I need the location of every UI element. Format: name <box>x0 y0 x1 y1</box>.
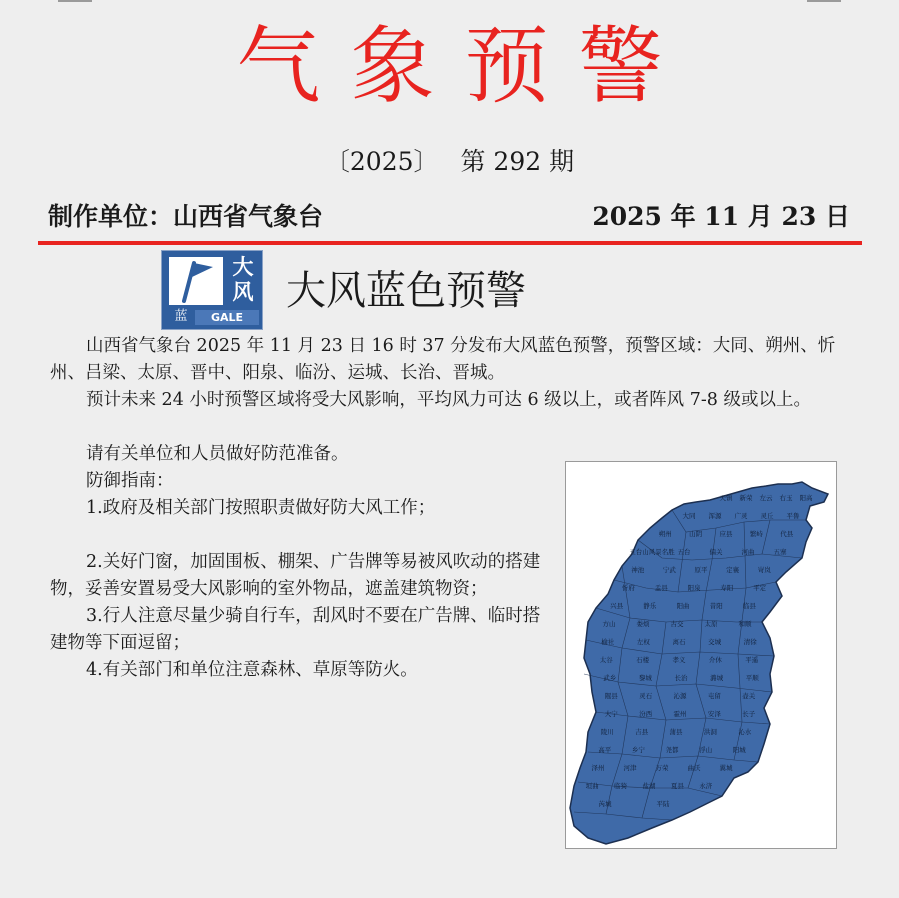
county-label: 五台山风景名胜 <box>629 548 675 556</box>
county-label: 浑源 <box>708 512 722 520</box>
county-label: 阳高 <box>799 494 813 502</box>
warning-title: 大风蓝色预警 <box>286 268 526 314</box>
county-label: 太原 <box>704 620 718 628</box>
county-label: 沁源 <box>673 692 687 700</box>
county-label: 尧都 <box>665 746 679 754</box>
county-label: 大宁 <box>604 710 618 718</box>
county-label: 和顺 <box>738 620 752 628</box>
county-label: 河曲 <box>741 548 755 556</box>
guide-item-2: 2.关好门窗，加固围板、棚架、广告牌等易被风吹动的搭建物，妥善安置易受大风影响的室外物品，遮盖建筑物资； <box>50 552 541 599</box>
county-label: 左云 <box>759 494 773 502</box>
county-label: 右玉 <box>779 494 793 502</box>
county-label: 应县 <box>719 530 733 538</box>
county-label: 高平 <box>598 746 612 754</box>
county-label: 阳曲 <box>676 602 690 610</box>
body-paragraph-2: 预计未来 24 小时预警区域将受大风影响，平均风力可达 6 级以上，或者阵风 7-8 级或以上。 <box>86 390 811 410</box>
signal-level: 蓝 <box>174 309 188 324</box>
county-label: 陵川 <box>600 728 614 736</box>
county-label: 洪洞 <box>703 728 717 736</box>
county-label: 平定 <box>753 584 767 592</box>
county-label: 永济 <box>699 782 713 790</box>
guide-item-3: 3.行人注意尽量少骑自行车，刮风时不要在广告牌、临时搭建物等下面逗留； <box>50 606 541 653</box>
issue-line <box>0 146 899 178</box>
county-label: 垣曲 <box>585 782 599 790</box>
county-label: 清徐 <box>743 638 757 646</box>
county-label: 盐湖 <box>642 782 656 790</box>
county-label: 曲沃 <box>687 764 701 772</box>
county-label: 盂县 <box>654 584 668 592</box>
county-label: 五台 <box>677 548 691 556</box>
gale-blue-signal-icon <box>161 250 263 330</box>
county-label: 安泽 <box>707 710 721 718</box>
corner-mark-right <box>807 0 841 2</box>
county-label: 临县 <box>742 602 756 610</box>
county-label: 五寨 <box>773 548 787 556</box>
county-label: 方山 <box>602 620 616 628</box>
county-label: 壶关 <box>742 692 756 700</box>
county-label: 沁水 <box>738 728 752 736</box>
corner-mark-left <box>58 0 92 2</box>
warning-area-map <box>565 461 837 849</box>
county-label: 新荣 <box>739 494 753 502</box>
county-label: 汾西 <box>639 710 653 718</box>
county-label: 原平 <box>694 566 708 574</box>
county-label: 古交 <box>670 620 684 628</box>
county-label: 天镇 <box>719 494 733 502</box>
guide-heading: 防御指南： <box>86 471 174 491</box>
county-label: 蒲县 <box>669 728 683 736</box>
signal-char-2: 风 <box>232 280 254 304</box>
county-label: 霍州 <box>673 710 687 718</box>
body-paragraph-1: 山西省气象台 2025 年 11 月 23 日 16 时 37 分发布大风蓝色预警，预警区域：大同、朔州、忻州、吕梁、太原、晋中、阳泉、临汾、运城、长治、晋城。 <box>50 336 836 383</box>
county-label: 偏关 <box>709 548 723 556</box>
county-label: 临猗 <box>614 782 628 790</box>
county-label: 平陆 <box>656 800 670 808</box>
masthead-title: 气象预警 <box>236 17 693 115</box>
county-label: 屯留 <box>707 692 721 700</box>
county-label: 定襄 <box>726 566 740 574</box>
publish-date: 2025 年 11 月 23 日 <box>592 202 850 231</box>
county-label: 夏县 <box>670 782 684 790</box>
county-label: 平鲁 <box>786 512 800 520</box>
county-label: 娄烦 <box>636 620 650 628</box>
county-label: 乡宁 <box>631 746 645 754</box>
county-label: 静乐 <box>643 602 657 610</box>
county-label: 灵丘 <box>760 512 774 520</box>
county-label: 宁武 <box>662 566 676 574</box>
county-label: 长子 <box>742 710 756 718</box>
county-label: 山阴 <box>689 530 703 538</box>
body-paragraph-3: 请有关单位和人员做好防范准备。 <box>86 444 349 464</box>
county-label: 武乡 <box>603 674 617 682</box>
issue-number: 第 292 期 <box>460 147 575 176</box>
county-label: 交城 <box>708 638 722 646</box>
guide-item-4: 4.有关部门和单位注意森林、草原等防火。 <box>86 660 418 680</box>
wind-flag-icon <box>169 257 223 305</box>
county-label: 朔州 <box>658 530 672 538</box>
county-label: 寿阳 <box>720 584 734 592</box>
county-label: 榆社 <box>601 638 615 646</box>
county-label: 左权 <box>636 638 650 646</box>
signal-english: GALE <box>195 310 259 325</box>
county-label: 黎城 <box>638 674 652 682</box>
signal-char-1: 大 <box>232 255 254 279</box>
county-label: 泽州 <box>591 764 605 772</box>
county-label: 代县 <box>780 530 794 538</box>
guide-item-1: 1.政府及相关部门按照职责做好防大风工作； <box>86 498 436 518</box>
county-label: 离石 <box>672 638 686 646</box>
county-label: 潞城 <box>710 674 724 682</box>
county-label: 隰县 <box>604 692 618 700</box>
county-label: 石楼 <box>636 656 650 664</box>
county-label: 平顺 <box>745 674 759 682</box>
county-label: 繁峙 <box>749 530 763 538</box>
county-label: 神池 <box>631 566 645 574</box>
county-label: 翼城 <box>719 764 733 772</box>
county-label: 河津 <box>623 764 637 772</box>
county-label: 芮城 <box>598 800 612 808</box>
county-label: 昔阳 <box>709 602 723 610</box>
county-label: 太谷 <box>599 656 613 664</box>
county-label: 介休 <box>708 656 722 664</box>
county-label: 吉县 <box>635 728 649 736</box>
county-label: 平遥 <box>745 656 759 664</box>
header-divider <box>38 241 862 245</box>
county-label: 忻府 <box>621 584 635 592</box>
county-label: 浮山 <box>699 746 713 754</box>
issue-year: 〔2025〕 <box>324 147 439 176</box>
shanxi-map-svg <box>566 462 836 848</box>
county-label: 万荣 <box>655 764 669 772</box>
county-label: 长治 <box>674 674 688 682</box>
county-label: 岢岚 <box>757 566 771 574</box>
county-label: 灵石 <box>639 692 653 700</box>
county-label: 兴县 <box>610 602 624 610</box>
county-label: 广灵 <box>734 512 748 520</box>
county-label: 阳城 <box>732 746 746 754</box>
producer-label: 制作单位：山西省气象台 <box>48 202 324 231</box>
county-label: 大同 <box>682 512 696 520</box>
county-label: 阳泉 <box>687 584 701 592</box>
county-label: 孝义 <box>672 656 686 664</box>
